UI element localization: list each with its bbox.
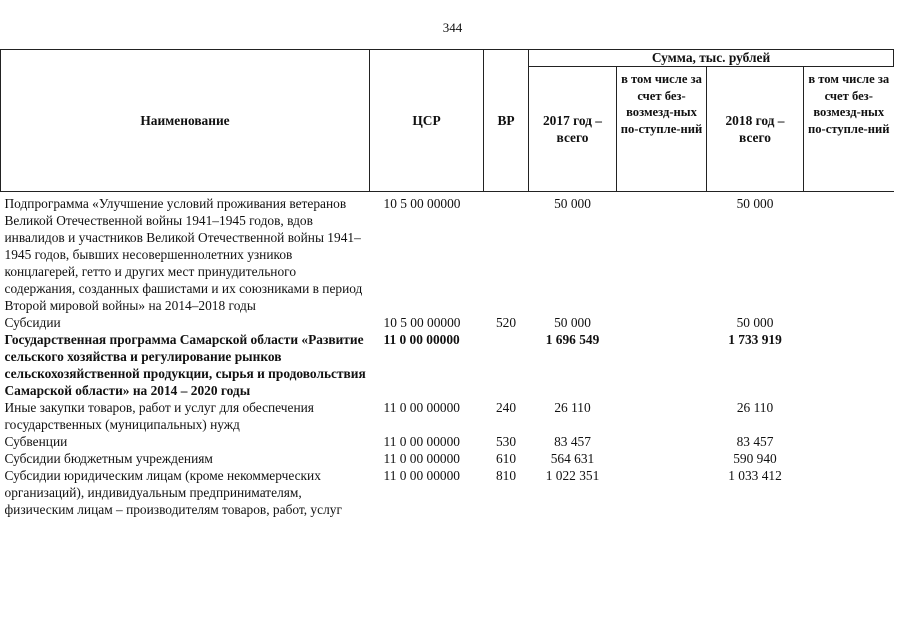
row-vr: 530 [495, 434, 517, 449]
row-csr: 11 0 00 00000 [383, 434, 460, 449]
row-2017-total: 50 000 [554, 196, 591, 211]
table-row [1, 433, 894, 450]
header-2017-total: 2017 год – всего [529, 67, 617, 192]
row-csr: 10 5 00 00000 [383, 315, 461, 330]
table-body [1, 192, 894, 519]
table-row [1, 331, 894, 399]
row-csr: 11 0 00 00000 [383, 468, 460, 483]
row-vr: 240 [495, 400, 517, 415]
table-row [1, 450, 894, 467]
row-2018-total: 1 733 919 [728, 332, 782, 347]
row-csr: 11 0 00 00000 [383, 332, 460, 347]
row-name: Субсидии юридическим лицам (кроме некоммерческих организаций), индивидуальным предпринимателям, физическим лицам – производителям товаров, работ, услуг [4, 468, 342, 517]
row-name: Субсидии [4, 315, 61, 330]
row-2017-total: 26 110 [554, 400, 591, 415]
row-name: Подпрограмма «Улучшение условий проживания ветеранов Великой Отечественной войны 1941–1945 годов, вдов инвалидов и участников Великой Отечественной войны 1941–1945 годов, бывших несовершеннолетних узников концлагерей, гетто и других мест принудительного содержания, созданных фашистами и их союзниками в период Второй мировой войны» на 2014–2018 годы [4, 196, 363, 313]
header-vr: ВР [484, 50, 529, 192]
header-csr: ЦСР [370, 50, 484, 192]
row-2018-free [804, 331, 894, 399]
row-2017-free [617, 467, 707, 518]
row-2018-free [804, 314, 894, 331]
row-2018-total: 590 940 [733, 451, 777, 466]
table-row [1, 399, 894, 433]
row-2017-total: 83 457 [554, 434, 591, 449]
row-2017-free [617, 399, 707, 433]
row-2017-free [617, 433, 707, 450]
row-2017-total: 1 022 351 [545, 468, 600, 483]
budget-table [0, 49, 894, 518]
table-row [1, 314, 894, 331]
row-2017-free [617, 192, 707, 315]
row-csr: 10 5 00 00000 [383, 196, 461, 211]
table-row [1, 192, 894, 315]
row-name: Субсидии бюджетным учреждениям [4, 451, 213, 466]
row-2018-total: 50 000 [736, 315, 774, 330]
header-2017-free: в том числе за счет без-возмезд-ных по-ступле-ний [617, 67, 707, 192]
row-2018-free [804, 399, 894, 433]
row-2018-free [804, 433, 894, 450]
row-vr: 610 [495, 451, 517, 466]
row-2017-free [617, 450, 707, 467]
header-name: Наименование [1, 50, 370, 192]
row-2018-total: 1 033 412 [728, 468, 782, 483]
row-vr: 520 [495, 315, 517, 330]
header-2018-free: в том числе за счет без-возмезд-ных по-ступле-ний [804, 67, 894, 192]
row-csr: 11 0 00 00000 [383, 400, 460, 415]
row-2017-total: 50 000 [554, 315, 591, 330]
table-header [1, 50, 894, 192]
row-2018-total: 50 000 [736, 196, 774, 211]
row-vr [484, 331, 529, 399]
row-2018-free [804, 467, 894, 518]
row-name: Государственная программа Самарской области «Развитие сельского хозяйства и регулирование рынков сельскохозяйственной продукции, сырья и продовольствия Самарской области» на 2014 – 2020 годы [4, 332, 366, 398]
row-vr [484, 192, 529, 315]
row-name: Иные закупки товаров, работ и услуг для обеспечения государственных (муниципальных) нужд [4, 400, 314, 432]
row-2017-total: 1 696 549 [545, 332, 600, 347]
row-vr: 810 [495, 468, 517, 483]
row-2018-free [804, 192, 894, 315]
row-2018-total: 26 110 [736, 400, 774, 415]
row-2018-free [804, 450, 894, 467]
row-2017-free [617, 314, 707, 331]
row-2017-total: 564 631 [550, 451, 595, 466]
header-sum: Сумма, тыс. рублей [529, 50, 894, 67]
table-row [1, 467, 894, 518]
row-csr: 11 0 00 00000 [383, 451, 460, 466]
page-number: 344 [442, 20, 463, 35]
row-name: Субвенции [4, 434, 68, 449]
row-2018-total: 83 457 [736, 434, 774, 449]
header-2018-total: 2018 год – всего [707, 67, 804, 192]
row-2017-free [617, 331, 707, 399]
